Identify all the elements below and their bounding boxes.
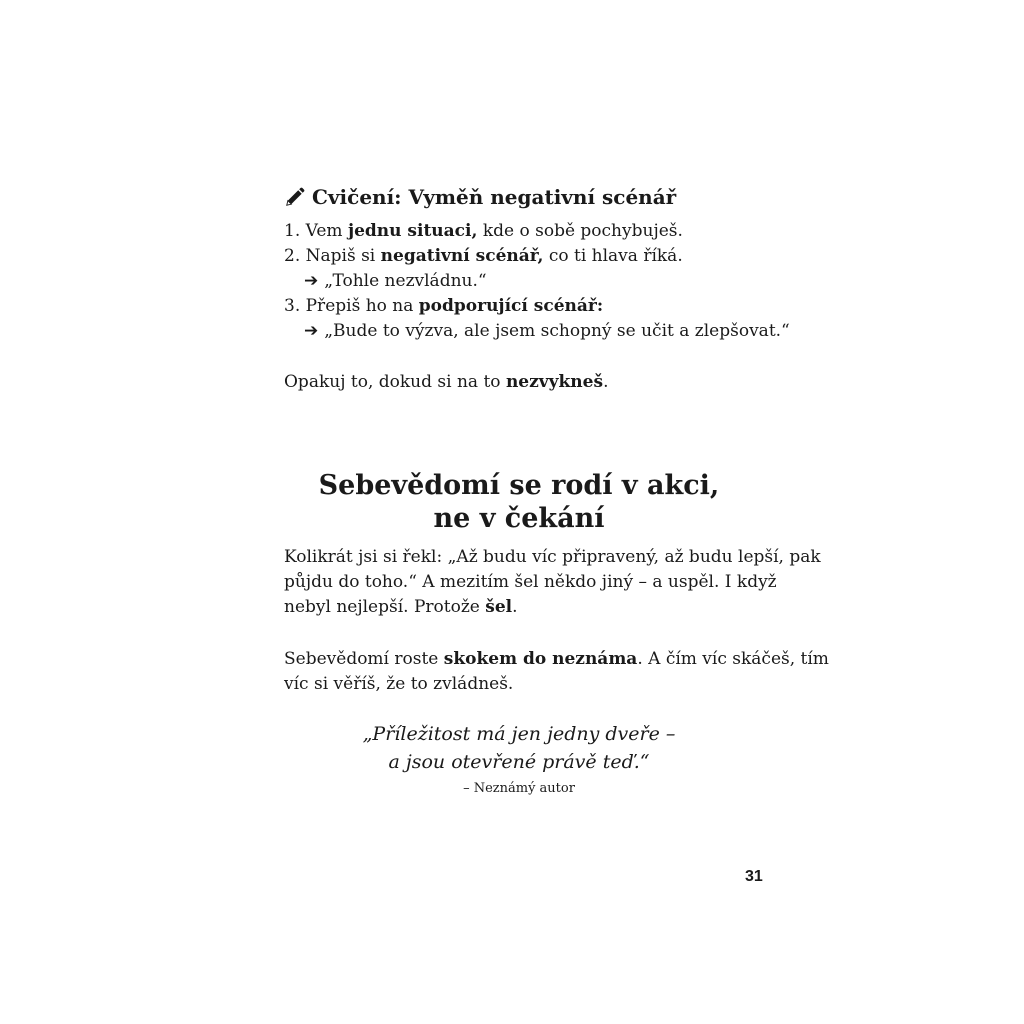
exercise-step-2 [284, 244, 683, 268]
paragraph-text: Sebevědomí roste [284, 649, 444, 669]
quote-line: „Příležitost má jen jedny dveře – [362, 723, 676, 745]
step-bold: negativní scénář, [380, 246, 544, 266]
closing-text: Opakuj to, dokud si na to [284, 372, 506, 392]
step-bold: jednu situaci, [347, 221, 478, 241]
exercise-closing [284, 370, 608, 394]
paragraph-line [284, 647, 829, 672]
paragraph-line: víc si věříš, že to zvládneš. [284, 674, 514, 694]
paragraph-2 [284, 647, 829, 697]
exercise-title [284, 183, 676, 211]
example-text: „Tohle nezvládnu.“ [324, 271, 487, 291]
paragraph-text: nebyl nejlepší. Protože [284, 597, 486, 617]
step-text: 1. Vem [284, 221, 348, 241]
exercise-example-negative [304, 269, 487, 293]
arrow-right-icon: ➔ [304, 271, 319, 291]
exercise-title-text: Cvičení: Vyměň negativní scénář [312, 185, 677, 209]
heading-line: ne v čekání [433, 503, 605, 534]
step-text: co ti hlava říká. [543, 246, 683, 266]
paragraph-line: Kolikrát jsi si řekl: „Až budu víc připravený, až budu lepší, pak [284, 547, 821, 567]
step-text: 2. Napiš si [284, 246, 381, 266]
paragraph-line [284, 595, 754, 620]
section-heading [284, 469, 754, 535]
quote-line: a jsou otevřené právě teď.“ [388, 751, 650, 773]
exercise-step-3 [284, 294, 603, 318]
quote-author: – Neznámý autor [463, 781, 575, 796]
closing-text: . [603, 372, 609, 392]
step-bold: podporující scénář: [418, 296, 604, 316]
page-number: 31 [745, 868, 763, 885]
book-page [284, 0, 829, 1024]
paragraph-text: . A čím víc skáčeš, tím [637, 649, 829, 669]
paragraph-1 [284, 545, 821, 620]
exercise-step-1 [284, 219, 683, 243]
arrow-right-icon: ➔ [304, 321, 319, 341]
exercise-example-positive [304, 319, 790, 343]
step-text: 3. Přepiš ho na [284, 296, 419, 316]
heading-line: Sebevědomí se rodí v akci, [318, 470, 720, 501]
paragraph-bold: skokem do neznáma [443, 649, 638, 669]
paragraph-text: . [512, 597, 518, 617]
pencil-icon [284, 186, 306, 208]
paragraph-line: půjdu do toho.“ A mezitím šel někdo jiný – a uspěl. I když [284, 572, 777, 592]
step-text: kde o sobě pochybuješ. [477, 221, 683, 241]
example-text: „Bude to výzva, ale jsem schopný se učit a zlepšovat.“ [324, 321, 790, 341]
paragraph-bold: šel [485, 597, 513, 617]
quote [284, 720, 754, 776]
closing-bold: nezvykneš [505, 372, 604, 392]
